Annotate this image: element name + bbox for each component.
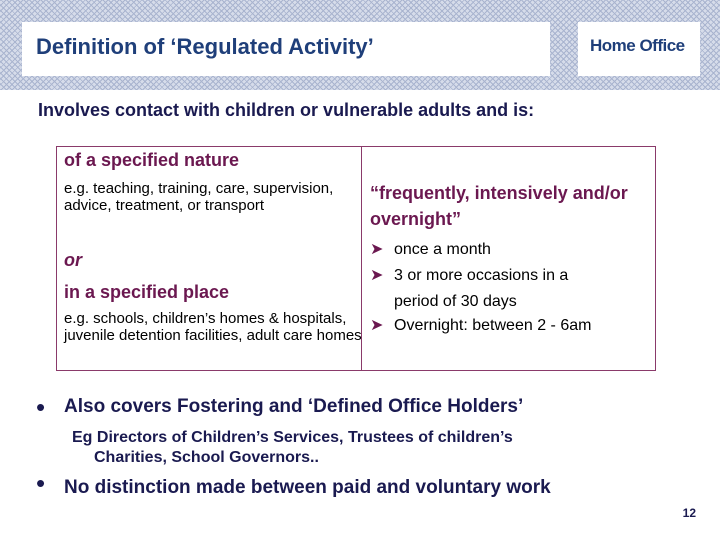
bullet-icon: • <box>36 468 46 498</box>
slide-title: Definition of ‘Regulated Activity’ <box>36 34 374 59</box>
list-item <box>370 266 568 286</box>
list-item <box>370 240 491 260</box>
logo-box <box>578 22 700 76</box>
subtext-line: Charities, School Governors.. <box>94 449 319 466</box>
list-item-text: Overnight: between 2 - 6am <box>394 317 592 334</box>
bullet-fostering: Also covers Fostering and ‘Defined Office Holders’ <box>64 396 524 417</box>
arrow-bullet-icon: ➤ <box>370 241 384 258</box>
bullet-no-distinction: No distinction made between paid and voluntary work <box>64 477 551 498</box>
intro-text: Involves contact with children or vulnerable adults and is: <box>38 100 535 120</box>
heading-specified-place: in a specified place <box>64 282 230 302</box>
list-item-text: 3 or more occasions in a <box>394 267 569 284</box>
bullet-subtext <box>72 428 672 468</box>
home-office-logo: Home Office <box>590 36 685 55</box>
nature-example: e.g. teaching, training, care, supervision, advice, treatment, or transport <box>64 180 334 214</box>
subtext-line: Eg Directors of Children’s Services, Trustees of children’s <box>72 429 513 446</box>
heading-specified-nature: of a specified nature <box>64 150 240 170</box>
arrow-bullet-icon: ➤ <box>370 267 384 284</box>
or-label: or <box>64 250 82 270</box>
list-item-continuation: period of 30 days <box>394 293 517 310</box>
arrow-bullet-icon: ➤ <box>370 317 384 334</box>
place-example: e.g. schools, children’s homes & hospitals, juvenile detention facilities, adult care homes <box>64 310 362 344</box>
header-banner <box>0 0 720 90</box>
list-item <box>370 316 591 336</box>
bullet-icon: • <box>36 392 46 422</box>
frequency-quote: “frequently, intensively and/or overnight” <box>370 183 628 229</box>
title-box <box>22 22 550 76</box>
page-number: 12 <box>682 506 696 520</box>
list-item-text: once a month <box>394 241 491 258</box>
